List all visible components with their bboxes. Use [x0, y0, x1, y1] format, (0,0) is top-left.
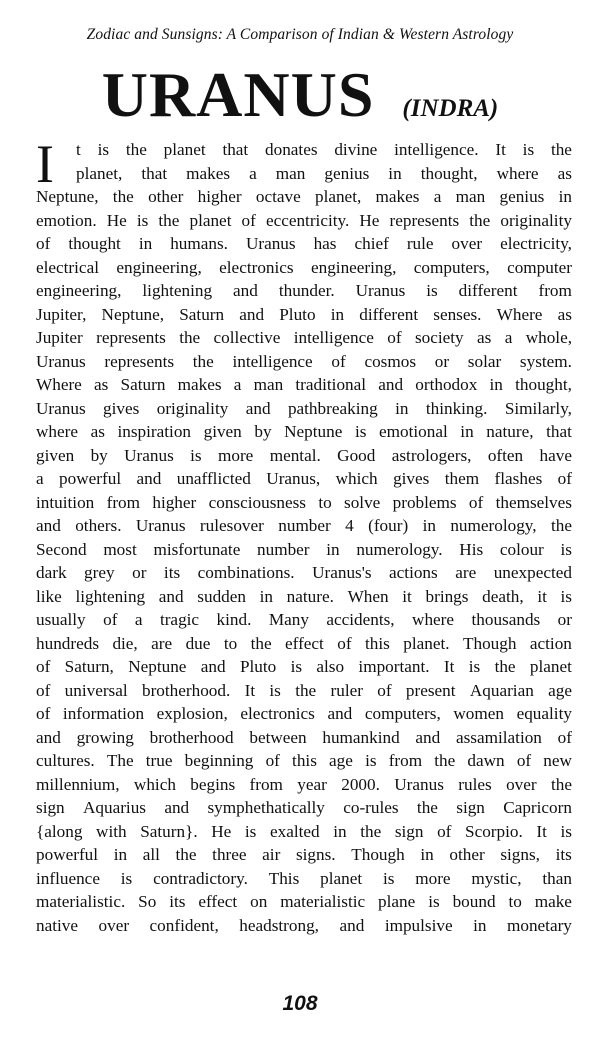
body-line: and others. Uranus rulesover number 4 (four) in numerology, the	[36, 516, 572, 535]
body-line: hundreds die, are due to the effect of this planet. Though action	[36, 633, 572, 653]
body-line: planet, that makes a man genius in thought, where as	[76, 163, 572, 183]
body-line: {along with Saturn}. He is exalted in the sign of Scorpio. It is	[36, 821, 572, 841]
body-line: native over confident, headstrong, and impulsive in monetary	[36, 915, 572, 935]
body-line: where as inspiration given by Neptune is emotional in nature, that	[36, 422, 572, 441]
body-line: like lightening and sudden in nature. When it brings death, it is	[36, 586, 572, 606]
chapter-heading	[0, 59, 600, 130]
body-line: emotion. He is the planet of eccentricity. He represents the originality	[36, 210, 572, 230]
body-line: a powerful and unafflicted Uranus, which gives them flashes of	[36, 469, 572, 488]
body-line: of information explosion, electronics and computers, women equality	[36, 704, 572, 723]
body-line: of universal brotherhood. It is the ruler of present Aquarian age	[36, 680, 572, 700]
body-line: Uranus represents the intelligence of cosmos or solar system.	[36, 351, 572, 371]
body-line: cultures. The true beginning of this age is from the dawn of new	[36, 751, 572, 770]
body-line: given by Uranus is more mental. Good astrologers, often have	[36, 445, 572, 465]
body-line: Neptune, the other higher octave planet, makes a man genius in	[36, 187, 572, 206]
chapter-subtitle: (INDRA)	[402, 95, 499, 122]
body-line: millennium, which begins from year 2000. Uranus rules over the	[36, 774, 572, 794]
body-paragraph	[36, 134, 572, 937]
body-line: engineering, lightening and thunder. Uranus is different from	[36, 281, 572, 300]
drop-cap: I	[36, 134, 54, 194]
body-line: Second most misfortunate number in numerology. His colour is	[36, 539, 572, 559]
body-line: influence is contradictory. This planet is more mystic, than	[36, 868, 572, 888]
body-line: and growing brotherhood between humankind and assamilation of	[36, 727, 572, 747]
body-line: Where as Saturn makes a man traditional and orthodox in thought,	[36, 375, 572, 394]
body-line: intuition from higher consciousness to solve problems of themselves	[36, 492, 572, 512]
body-line: of Saturn, Neptune and Pluto is also important. It is the planet	[36, 657, 572, 676]
body-line: dark grey or its combinations. Uranus's actions are unexpected	[36, 563, 572, 582]
page-number: 108	[282, 992, 318, 1015]
body-line: powerful in all the three air signs. Though in other signs, its	[36, 845, 572, 864]
body-line: materialistic. So its effect on materialistic plane is bound to make	[36, 892, 572, 911]
body-line: t is the planet that donates divine intelligence. It is the	[76, 140, 572, 159]
body-line: electrical engineering, electronics engineering, computers, computer	[36, 257, 572, 277]
body-line: Jupiter, Neptune, Saturn and Pluto in different senses. Where as	[36, 304, 572, 324]
chapter-title: URANUS	[101, 59, 375, 130]
body-line: sign Aquarius and symphethatically co-rules the sign Capricorn	[36, 798, 572, 817]
body-line: usually of a tragic kind. Many accidents, where thousands or	[36, 610, 572, 629]
body-line: Uranus gives originality and pathbreaking in thinking. Similarly,	[36, 398, 572, 418]
body-line: Jupiter represents the collective intelligence of society as a whole,	[36, 328, 572, 347]
running-head: Zodiac and Sunsigns: A Comparison of Indian & Western Astrology	[86, 26, 514, 43]
body-line: of thought in humans. Uranus has chief rule over electricity,	[36, 234, 572, 253]
